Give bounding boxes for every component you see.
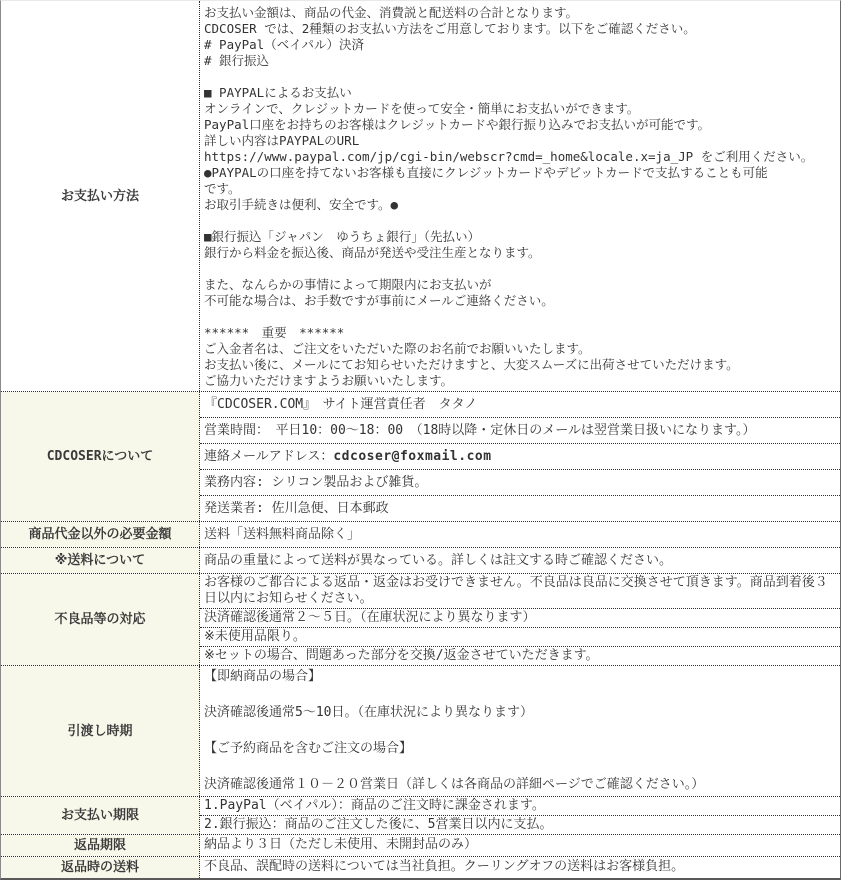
text-line: PayPal口座をお持ちのお客様はクレジットカードや銀行振り込みでお支払いが可能です。 (204, 117, 710, 132)
contact-email-row (200, 443, 840, 469)
text-line: 銀行から料金を振込後、商品が発送や受注生産となります。 (204, 245, 541, 260)
text-line (204, 309, 836, 325)
text-segment: お客様のご都合による返品・返金はお受けできません。不良品は良品に交換させて頂きます。商品到着後３日以内にお知らせください。 (204, 575, 828, 606)
text-line: ご入金者名は、ご注文をいただいた際のお名前でお願いいたします。 (204, 341, 591, 356)
text-line (204, 758, 836, 776)
text-segment: 2.銀行振込：商品のご注文した後に、5営業日以内に支払。 (204, 817, 553, 832)
bank-deadline (200, 815, 840, 834)
text-segment: 商品の重量によって送料が異なっている。詳しくは註文する時ご確認ください。 (204, 553, 673, 568)
table-row (1, 796, 840, 834)
row-content (200, 548, 840, 573)
text-segment: 決済確認後通常２～５日。（在庫状況により異なります） (204, 610, 536, 625)
row-label: ※送料について (1, 548, 200, 573)
text-line: 詳しい内容はPAYPALのURL (204, 133, 360, 148)
site-operator (200, 392, 840, 417)
table-row (1, 834, 840, 856)
text-line: 【即納商品の場合】 (204, 669, 322, 684)
row-content (200, 666, 840, 796)
text-line: です。 (204, 181, 241, 196)
text-segment: 業務内容: シリコン製品および雑貨。 (204, 475, 428, 490)
text-line: 決済確認後通常5～10日。（在庫状況により異なります） (204, 705, 533, 720)
shipping-fee-note (200, 548, 840, 573)
text-line: お支払い金額は、商品の代金、消費説と配送料の合計となります。 (204, 5, 579, 20)
row-content (200, 574, 840, 665)
text-segment: 送料「送料無料商品除く」 (204, 527, 361, 542)
row-content (200, 797, 840, 834)
text-line: ■銀行振込「ジャパン ゆうちょ銀行」（先払い） (204, 229, 481, 244)
row-content (200, 392, 840, 521)
paypal-deadline (200, 797, 840, 815)
row-content (200, 1, 840, 391)
shipping-carriers (200, 495, 840, 521)
business-hours (200, 417, 840, 443)
text-line: # PayPal（ベイパル）決済 (204, 37, 364, 52)
row-label: 返品期限 (1, 835, 200, 856)
text-line (204, 69, 836, 85)
email-address: cdcoser@foxmail.com (333, 449, 492, 464)
text-segment: 発送業者: 佐川急便、日本郵政 (204, 501, 389, 516)
table-row (1, 521, 840, 547)
row-label: 引渡し時期 (1, 666, 200, 796)
text-line: ****** 重要 ****** (204, 325, 345, 340)
text-line: また、なんらかの事情によって期限内にお支払いが (204, 277, 492, 292)
return-shipping-fee (200, 857, 840, 877)
table-row (1, 665, 840, 796)
row-content (200, 835, 840, 856)
table-row (1, 573, 840, 665)
payment-method-text (200, 1, 840, 391)
row-label: 商品代金以外の必要金額 (1, 522, 200, 547)
text-line: ご協力いただけますようお願いいたします。 (204, 373, 454, 388)
text-line: CDCOSER では、2種類のお支払い方法をご用意しております。以下をご確認ください。 (204, 21, 696, 36)
table-row (1, 547, 840, 573)
text-line: https://www.paypal.com/jp/cgi-bin/webscr?cmd=_home&locale.x=ja_JP をご利用ください。 (204, 149, 814, 164)
text-line: # 銀行振込 (204, 53, 270, 68)
row-label: お支払い期限 (1, 797, 200, 834)
text-line: 【ご予約商品を含むご注文の場合】 (204, 741, 413, 756)
row-label: CDCOSERについて (1, 392, 200, 521)
text-line (204, 686, 836, 704)
return-deadline (200, 835, 840, 855)
defect-policy (200, 574, 840, 608)
text-line: ●PAYPALの口座を持てないお客様も直接にクレジットカードやデビットカードで支払することも可能 (204, 165, 768, 180)
delivery-time-text (200, 666, 840, 796)
defect-processing-time (200, 608, 840, 627)
text-line: ■ PAYPALによるお支払い (204, 85, 352, 100)
text-line (204, 261, 836, 277)
table-row (1, 856, 840, 878)
text-segment: 不良品、誤配時の送料については当社負担。クーリングオフの送料はお客様負担。 (204, 859, 685, 874)
business-description (200, 469, 840, 495)
text-line (204, 213, 836, 229)
text-line: お取引手続きは便利、安全です。● (204, 197, 399, 212)
table-row (1, 391, 840, 521)
text-segment: 『CDCOSER.COM』 サイト運営責任者 タタノ (204, 397, 478, 412)
text-segment: 連絡メールアドレス： (204, 449, 334, 464)
row-label: お支払い方法 (1, 1, 200, 391)
text-segment: 営業時間： 平日10：00～18：00 （18時以降・定休日のメールは翌営業日扱いになります。） (204, 423, 756, 438)
row-content (200, 522, 840, 547)
text-segment: ※セットの場合、問題あった部分を交換/返金させていただきます。 (204, 648, 599, 663)
row-label: 返品時の送料 (1, 857, 200, 878)
extra-fees (200, 522, 840, 547)
table-row (1, 1, 840, 391)
text-segment: 納品より３日（ただし未使用、未開封品のみ） (204, 837, 478, 852)
text-line (204, 722, 836, 740)
text-segment: ※未使用品限り。 (204, 629, 306, 644)
text-line: オンラインで、クレジットカードを使って安全・簡単にお支払いができます。 (204, 101, 640, 116)
text-segment: 1.PayPal（ベイパル）：商品のご注文時に課金されます。 (204, 798, 545, 813)
text-line: お支払い後に、メールにてお知らせいただけますと、大変スムーズに出荷させていただけます。 (204, 357, 739, 372)
set-exchange-note (200, 646, 840, 665)
unused-only-note (200, 627, 840, 646)
text-line: 決済確認後通常１０－２０営業日（詳しくは各商品の詳細ページでご確認ください。） (204, 777, 705, 792)
text-line: 不可能な場合は、お手数ですが事前にメールご連絡ください。 (204, 293, 554, 308)
row-label: 不良品等の対応 (1, 574, 200, 665)
